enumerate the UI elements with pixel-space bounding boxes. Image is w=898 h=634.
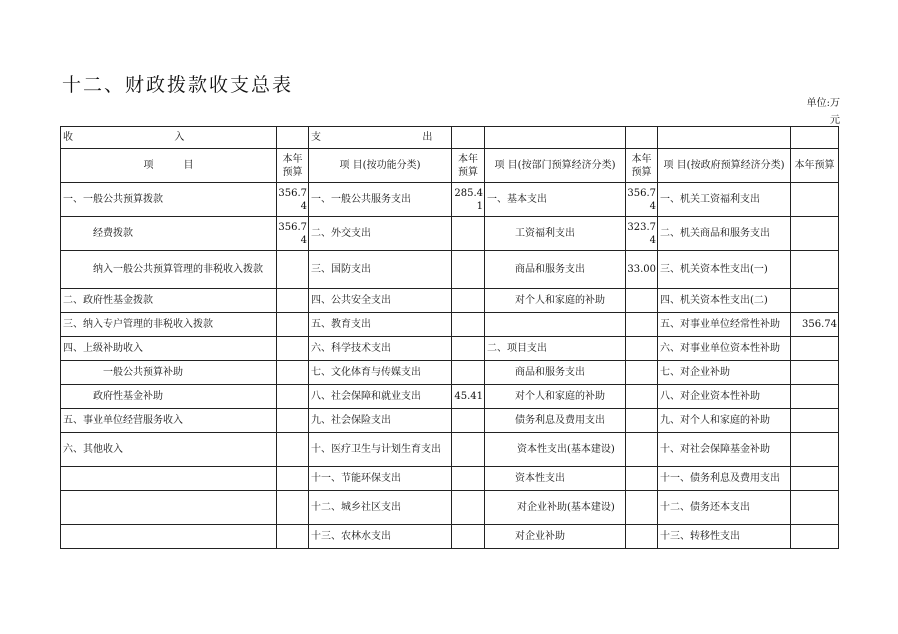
func-item: 十二、城乡社区支出 (309, 491, 452, 525)
gov-amount: 356.74 (791, 313, 839, 337)
table-row (61, 525, 839, 549)
dept-amount (626, 467, 658, 491)
income-amount (277, 361, 309, 385)
gov-amount (791, 385, 839, 409)
dept-item: 一、基本支出 (485, 183, 626, 217)
income-amount (277, 337, 309, 361)
func-amount (452, 491, 485, 525)
dept-item: 对个人和家庭的补助 (485, 289, 626, 313)
gov-amount (791, 289, 839, 313)
func-amount: 45.41 (452, 385, 485, 409)
gov-amount (791, 217, 839, 251)
income-amount (277, 289, 309, 313)
header-budget: 本年预算 (277, 149, 309, 183)
header-blank (626, 127, 658, 149)
header-expend-char2: 出 (422, 132, 433, 143)
header-item: 项 目 (61, 149, 277, 183)
table-row (61, 251, 839, 289)
dept-item: 对企业补助(基本建设) (485, 491, 626, 525)
table-row (61, 313, 839, 337)
dept-amount (626, 525, 658, 549)
table-row (61, 217, 839, 251)
income-item: 一、一般公共预算拨款 (61, 183, 277, 217)
dept-amount (626, 361, 658, 385)
func-item: 三、国防支出 (309, 251, 452, 289)
income-amount (277, 467, 309, 491)
dept-item: 资本性支出 (485, 467, 626, 491)
header-budget: 本年预算 (626, 149, 658, 183)
income-amount (277, 433, 309, 467)
func-amount (452, 251, 485, 289)
table-row (61, 433, 839, 467)
dept-item: 商品和服务支出 (485, 251, 626, 289)
income-item: 政府性基金补助 (61, 385, 277, 409)
unit-label: 单位:万元 (806, 98, 840, 126)
income-amount (277, 491, 309, 525)
income-amount (277, 409, 309, 433)
header-budget-last: 本年预算 (791, 149, 839, 183)
header-expend-cell (309, 127, 452, 149)
func-amount (452, 289, 485, 313)
income-amount: 356.74 (277, 217, 309, 251)
header-gov-col: 项 目(按政府预算经济分类) (658, 149, 791, 183)
func-item: 十一、节能环保支出 (309, 467, 452, 491)
gov-amount (791, 183, 839, 217)
gov-amount (791, 491, 839, 525)
income-item (61, 525, 277, 549)
func-amount (452, 409, 485, 433)
header-income-char2: 入 (174, 132, 185, 143)
func-item: 六、科学技术支出 (309, 337, 452, 361)
gov-item: 十、对社会保障基金补助 (658, 433, 791, 467)
header-budget: 本年预算 (452, 149, 485, 183)
dept-amount (626, 337, 658, 361)
gov-amount (791, 433, 839, 467)
gov-item: 一、机关工资福利支出 (658, 183, 791, 217)
page-title: 十二、财政拨款收支总表 (62, 74, 294, 96)
gov-item: 九、对个人和家庭的补助 (658, 409, 791, 433)
header-blank (277, 127, 309, 149)
func-amount (452, 361, 485, 385)
func-item: 一、一般公共服务支出 (309, 183, 452, 217)
dept-item: 对个人和家庭的补助 (485, 385, 626, 409)
header-func-col: 项 目(按功能分类) (309, 149, 452, 183)
header-income-char1: 收 (63, 132, 73, 143)
dept-item: 对企业补助 (485, 525, 626, 549)
dept-amount: 356.74 (626, 183, 658, 217)
gov-item: 二、机关商品和服务支出 (658, 217, 791, 251)
func-amount (452, 525, 485, 549)
table-row (61, 491, 839, 525)
dept-amount (626, 491, 658, 525)
table-row (61, 337, 839, 361)
gov-amount (791, 409, 839, 433)
gov-item: 四、机关资本性支出(二) (658, 289, 791, 313)
dept-item (485, 313, 626, 337)
gov-item: 十二、债务还本支出 (658, 491, 791, 525)
table-row (61, 289, 839, 313)
func-amount (452, 313, 485, 337)
dept-amount (626, 289, 658, 313)
header-blank (452, 127, 485, 149)
income-amount (277, 313, 309, 337)
table-row (61, 385, 839, 409)
gov-item: 七、对企业补助 (658, 361, 791, 385)
dept-amount (626, 385, 658, 409)
gov-item: 五、对事业单位经常性补助 (658, 313, 791, 337)
func-item: 九、社会保险支出 (309, 409, 452, 433)
income-item: 三、纳入专户管理的非税收入拨款 (61, 313, 277, 337)
header-dept-col: 项 目(按部门预算经济分类) (485, 149, 626, 183)
dept-item: 二、项目支出 (485, 337, 626, 361)
gov-item: 六、对事业单位资本性补助 (658, 337, 791, 361)
dept-item: 商品和服务支出 (485, 361, 626, 385)
func-item: 五、教育支出 (309, 313, 452, 337)
header-income-cell (61, 127, 277, 149)
func-item: 十三、农林水支出 (309, 525, 452, 549)
income-item: 六、其他收入 (61, 433, 277, 467)
income-item: 二、政府性基金拨款 (61, 289, 277, 313)
header-expend-char1: 支 (311, 132, 321, 143)
gov-item: 十一、债务利息及费用支出 (658, 467, 791, 491)
income-item: 四、上级补助收入 (61, 337, 277, 361)
header-blank (791, 127, 839, 149)
dept-amount (626, 409, 658, 433)
gov-amount (791, 467, 839, 491)
income-item (61, 467, 277, 491)
func-amount (452, 337, 485, 361)
dept-item: 债务利息及费用支出 (485, 409, 626, 433)
table-row (61, 409, 839, 433)
header-blank (658, 127, 791, 149)
gov-amount (791, 251, 839, 289)
income-item: 一般公共预算补助 (61, 361, 277, 385)
income-amount: 356.74 (277, 183, 309, 217)
dept-item: 工资福利支出 (485, 217, 626, 251)
gov-item: 八、对企业资本性补助 (658, 385, 791, 409)
func-amount: 285.41 (452, 183, 485, 217)
func-item: 七、文化体育与传媒支出 (309, 361, 452, 385)
dept-amount (626, 313, 658, 337)
func-item: 十、医疗卫生与计划生育支出 (309, 433, 452, 467)
budget-summary-table (60, 126, 839, 549)
func-amount (452, 217, 485, 251)
func-item: 八、社会保障和就业支出 (309, 385, 452, 409)
dept-amount: 323.74 (626, 217, 658, 251)
dept-amount: 33.00 (626, 251, 658, 289)
income-item: 经费拨款 (61, 217, 277, 251)
table-row (61, 467, 839, 491)
func-amount (452, 433, 485, 467)
dept-item: 资本性支出(基本建设) (485, 433, 626, 467)
table-row (61, 361, 839, 385)
dept-amount (626, 433, 658, 467)
func-item: 二、外交支出 (309, 217, 452, 251)
func-item: 四、公共安全支出 (309, 289, 452, 313)
gov-item: 十三、转移性支出 (658, 525, 791, 549)
gov-amount (791, 525, 839, 549)
income-amount (277, 525, 309, 549)
income-item (61, 491, 277, 525)
table-row (61, 183, 839, 217)
income-item: 纳入一般公共预算管理的非税收入拨款 (61, 251, 277, 289)
income-amount (277, 251, 309, 289)
header-blank (485, 127, 626, 149)
gov-item: 三、机关资本性支出(一) (658, 251, 791, 289)
gov-amount (791, 337, 839, 361)
income-amount (277, 385, 309, 409)
func-amount (452, 467, 485, 491)
gov-amount (791, 361, 839, 385)
income-item: 五、事业单位经营服务收入 (61, 409, 277, 433)
